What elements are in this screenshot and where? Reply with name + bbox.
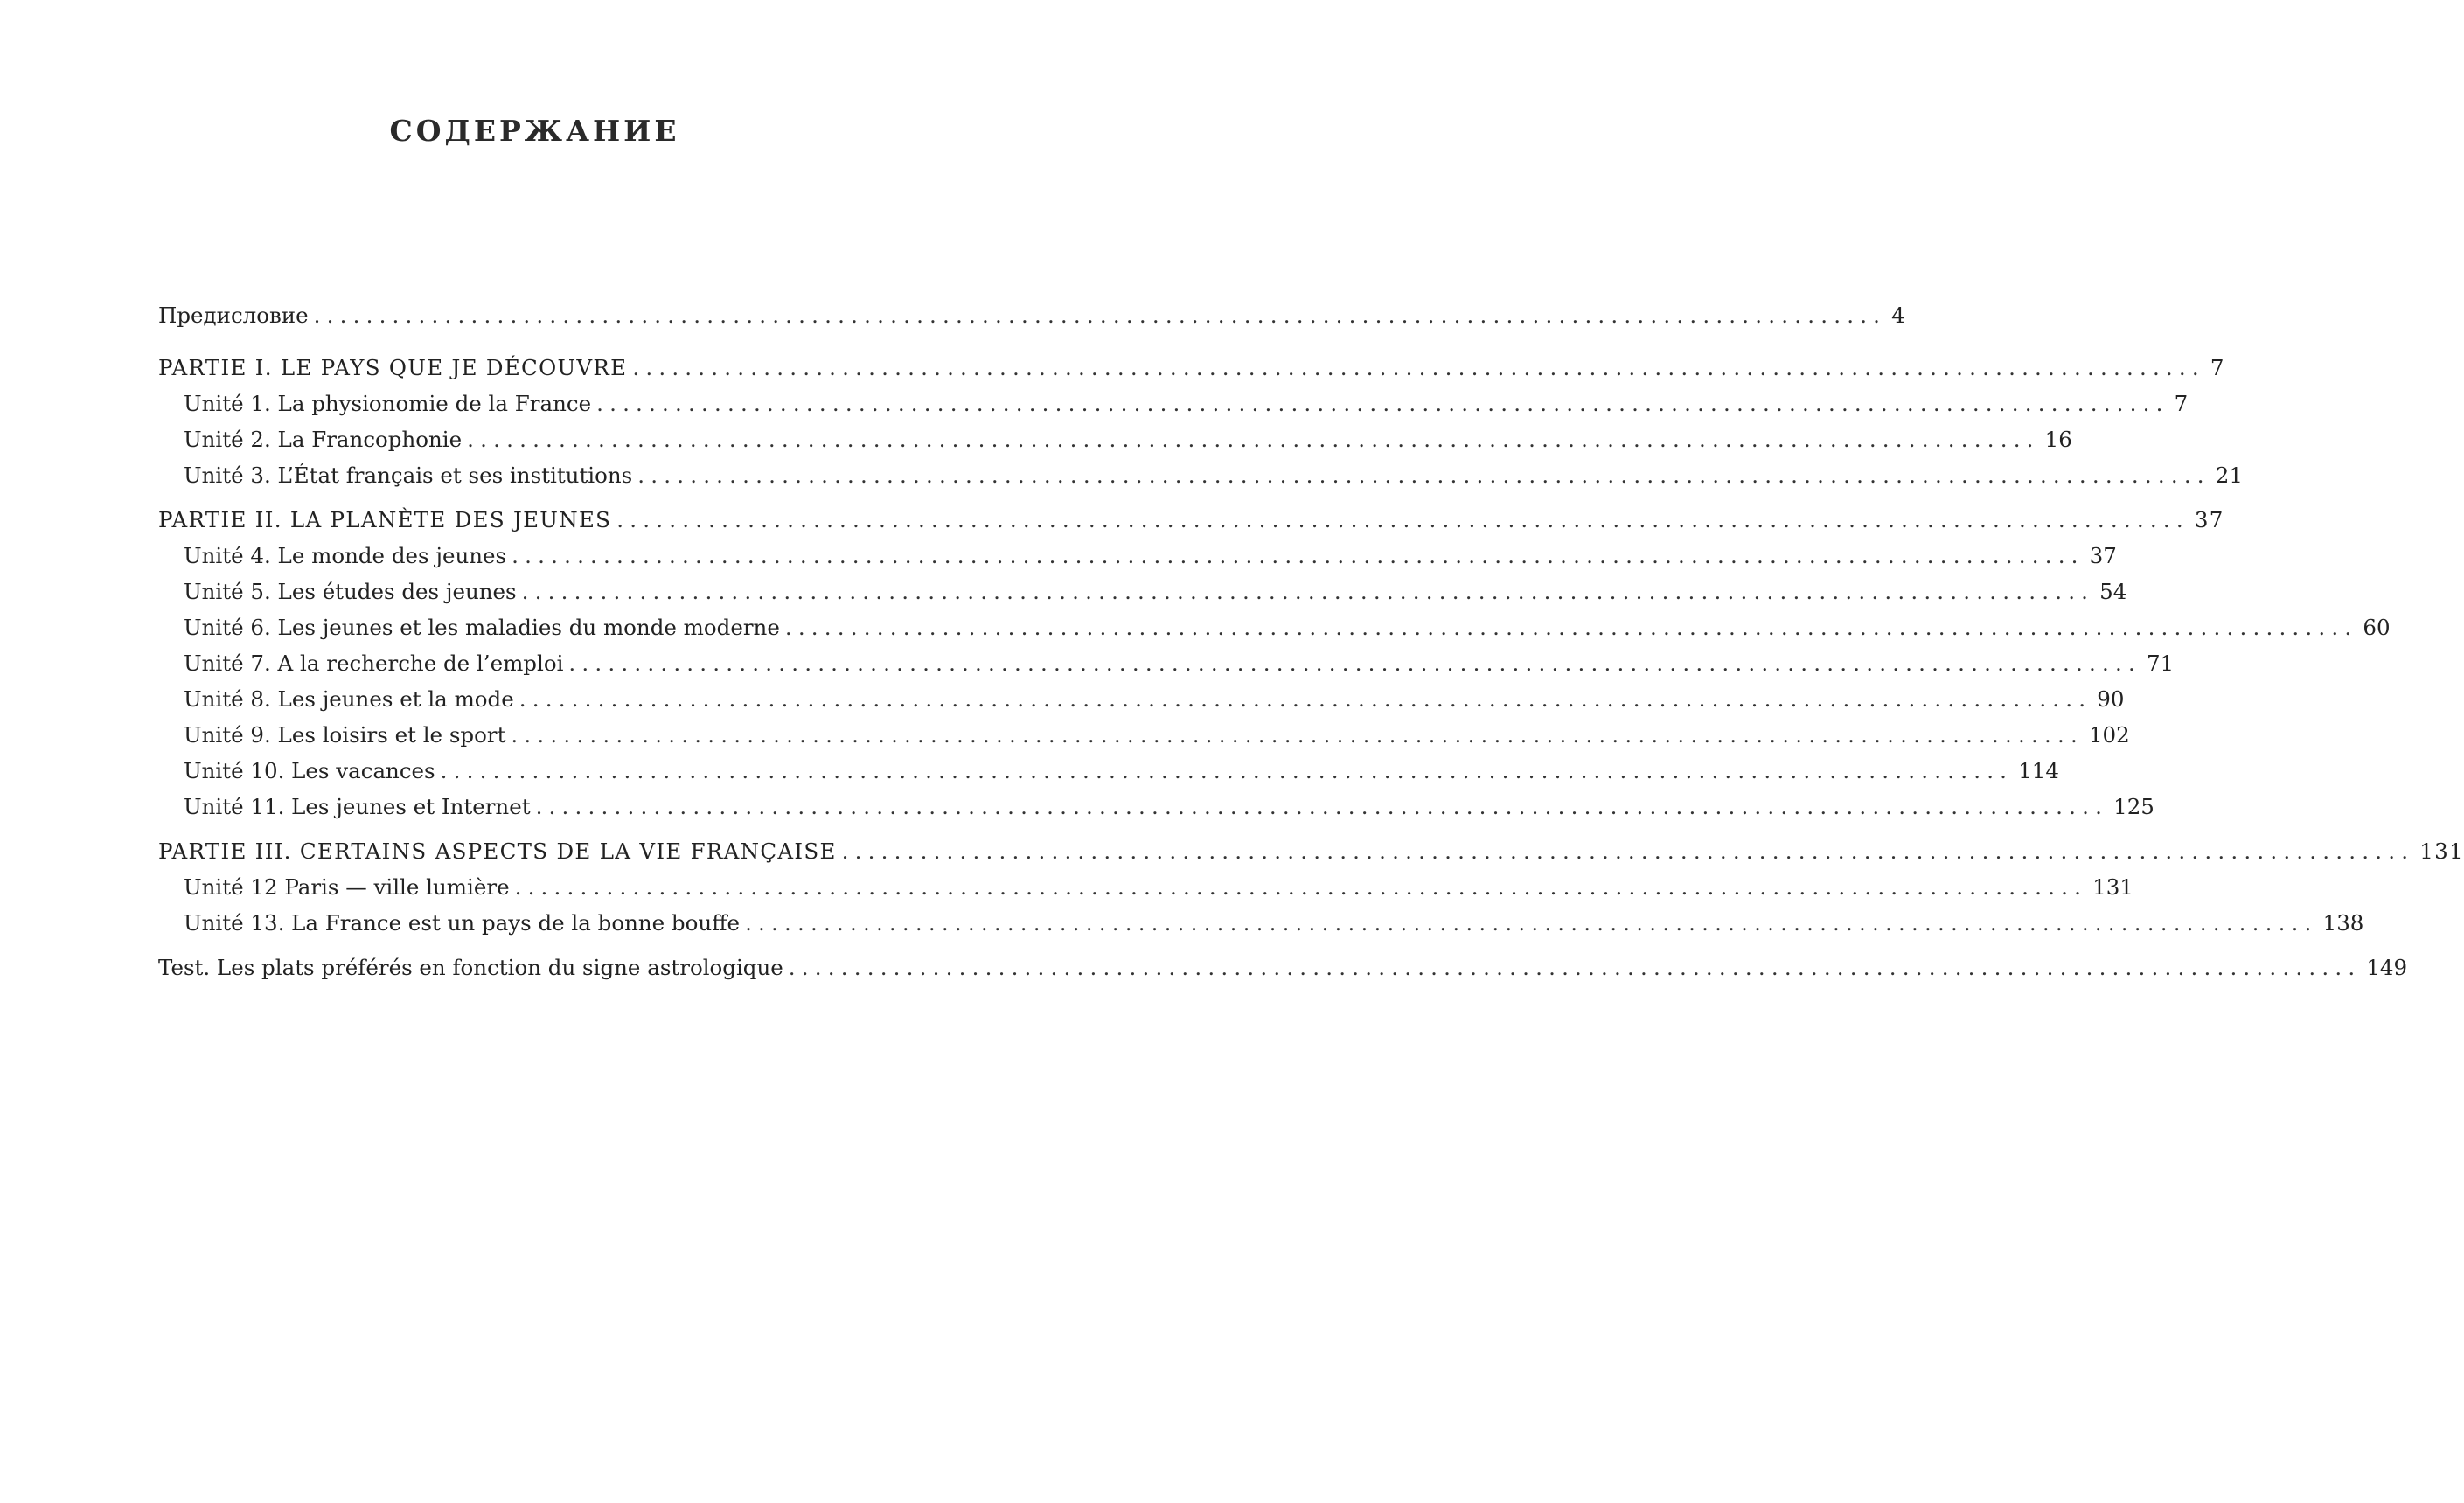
- toc-entry-page: 7: [2210, 355, 2225, 380]
- dot-leader: ........................................................................................................................: [568, 651, 2141, 676]
- toc-entry-page: 71: [2146, 651, 2175, 676]
- dot-leader: ........................................................................................................................: [514, 874, 2088, 900]
- toc-entry-test[interactable]: [158, 950, 2408, 985]
- toc-entry-page: 54: [2099, 579, 2127, 604]
- dot-leader: ........................................................................................................................: [519, 686, 2092, 712]
- dot-leader: ........................................................................................................................: [511, 722, 2084, 748]
- toc-entry-title: Unité 11. Les jeunes et Internet: [184, 794, 531, 819]
- dot-leader: ........................................................................................................................: [745, 910, 2318, 936]
- dot-leader: ........................................................................................................................: [788, 955, 2362, 980]
- toc-entry-page: 37: [2194, 507, 2224, 532]
- toc-entry-unit-4[interactable]: [158, 538, 2117, 574]
- toc-entry-title: Unité 10. Les vacances: [184, 758, 435, 783]
- dot-leader: ........................................................................................................................: [784, 615, 2358, 640]
- dot-leader: ........................................................................................................................: [535, 794, 2109, 819]
- toc-entry-unit-12[interactable]: [158, 869, 2133, 905]
- toc-entry-page: 7: [2174, 391, 2189, 416]
- dot-leader: ........................................................................................................................: [616, 507, 2189, 532]
- toc-entry-page: 16: [2044, 427, 2072, 452]
- toc-entry-title: Unité 2. La Francophonie: [184, 427, 463, 452]
- toc-entry-title: Unité 6. Les jeunes et les maladies du monde moderne: [184, 615, 780, 640]
- toc-entry-unit-11[interactable]: [158, 789, 2154, 825]
- toc-entry-title: Unité 8. Les jeunes et la mode: [184, 686, 514, 712]
- dot-leader: ........................................................................................................................: [313, 303, 1887, 328]
- dot-leader: ........................................................................................................................: [632, 355, 2205, 380]
- toc-entry-title: Unité 13. La France est un pays de la bonne bouffe: [184, 910, 741, 936]
- toc-entry-page: 114: [2018, 758, 2059, 783]
- toc-entry-title: Unité 1. La physionomie de la France: [184, 391, 592, 416]
- toc-entry-unit-10[interactable]: [158, 753, 2059, 789]
- toc-entry-title: Unité 4. Le monde des jeunes: [184, 543, 507, 568]
- dot-leader: ........................................................................................................................: [467, 427, 2040, 452]
- toc-entry-page: 90: [2097, 686, 2125, 712]
- toc-entry-title: PARTIE II. LA PLANÈTE DES JEUNES: [158, 507, 612, 532]
- toc-entry-unit-13[interactable]: [158, 905, 2364, 941]
- toc-entry-title: Unité 5. Les études des jeunes: [184, 579, 517, 604]
- dot-leader: ........................................................................................................................: [841, 838, 2415, 864]
- toc-entry-title: Unité 9. Les loisirs et le sport: [184, 722, 506, 748]
- dot-leader: ........................................................................................................................: [637, 463, 2210, 488]
- dot-leader: ........................................................................................................................: [512, 543, 2085, 568]
- table-of-contents: [158, 297, 2464, 985]
- toc-entry-page: 131: [2092, 874, 2133, 900]
- toc-entry-unit-7[interactable]: [158, 645, 2175, 681]
- toc-entry-page: 138: [2322, 910, 2364, 936]
- toc-entry-unit-2[interactable]: [158, 421, 2072, 457]
- toc-entry-unit-3[interactable]: [158, 457, 2243, 493]
- toc-entry-title: PARTIE I. LE PAYS QUE JE DÉCOUVRE: [158, 355, 628, 380]
- toc-entry-title: Unité 12 Paris — ville lumière: [184, 874, 510, 900]
- toc-entry-page: 102: [2088, 722, 2130, 748]
- toc-entry-unit-6[interactable]: [158, 609, 2391, 645]
- toc-entry-unit-1[interactable]: [158, 386, 2189, 421]
- toc-entry-title: Test. Les plats préférés en fonction du signe astrologique: [158, 955, 783, 980]
- toc-entry-page: 131: [2419, 838, 2464, 864]
- toc-entry-page: 60: [2363, 615, 2391, 640]
- toc-entry-page: 37: [2089, 543, 2117, 568]
- dot-leader: ........................................................................................................................: [521, 579, 2095, 604]
- page-title: СОДЕРЖАНИЕ: [389, 114, 680, 148]
- dot-leader: ........................................................................................................................: [440, 758, 2014, 783]
- toc-entry-unit-5[interactable]: [158, 574, 2127, 609]
- toc-entry-preface[interactable]: [158, 297, 1905, 333]
- toc-entry-page: 125: [2113, 794, 2154, 819]
- toc-entry-part-2[interactable]: [158, 502, 2224, 538]
- toc-entry-title: PARTIE III. CERTAINS ASPECTS DE LA VIE FRANÇAISE: [158, 838, 837, 864]
- toc-entry-title: Unité 7. A la recherche de l’emploi: [184, 651, 564, 676]
- toc-entry-part-3[interactable]: [158, 833, 2464, 869]
- toc-entry-part-1[interactable]: [158, 350, 2225, 386]
- dot-leader: ........................................................................................................................: [596, 391, 2169, 416]
- toc-entry-title: Предисловие: [158, 303, 309, 328]
- toc-entry-page: 21: [2215, 463, 2243, 488]
- toc-entry-unit-8[interactable]: [158, 681, 2125, 717]
- toc-entry-page: 4: [1891, 303, 1905, 328]
- toc-entry-unit-9[interactable]: [158, 717, 2130, 753]
- toc-entry-title: Unité 3. L’État français et ses institutions: [184, 463, 633, 488]
- toc-entry-page: 149: [2366, 955, 2408, 980]
